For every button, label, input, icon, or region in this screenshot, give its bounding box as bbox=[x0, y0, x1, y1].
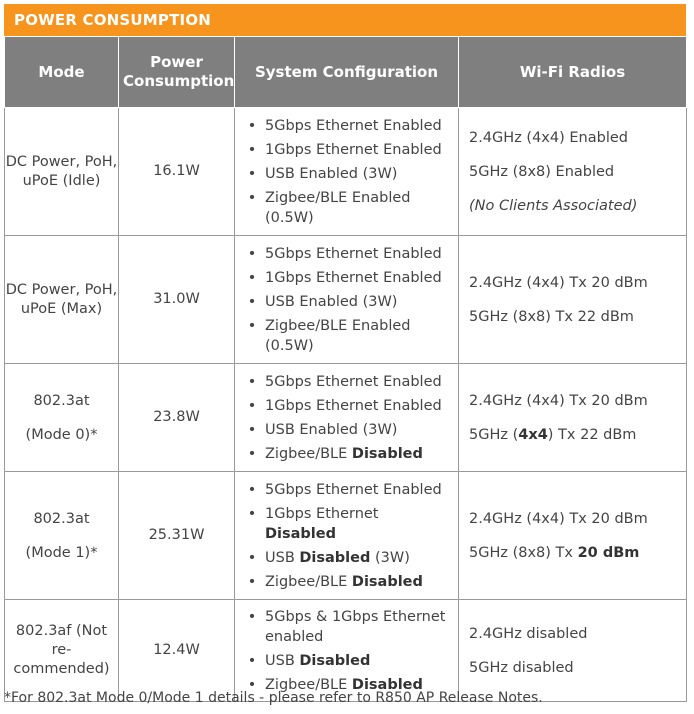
header-mode: Mode bbox=[5, 37, 119, 108]
config-text: 1Gbps Ethernet Enabled bbox=[265, 269, 442, 286]
config-text: 5Gbps Ethernet Enabled bbox=[265, 373, 442, 390]
wifi-line: 2.4GHz (4x4) Tx 20 dBm bbox=[469, 274, 648, 291]
wifi-line: 2.4GHz (4x4) Enabled bbox=[469, 129, 628, 146]
config-text: 5Gbps Ethernet Enabled bbox=[265, 117, 442, 134]
config-item bbox=[241, 605, 454, 649]
config-text: Zigbee/BLE bbox=[265, 445, 348, 462]
bullet-icon: • bbox=[247, 481, 257, 498]
config-text: 5Gbps & 1Gbps Ethernet enabled bbox=[265, 608, 446, 645]
mode-cell bbox=[5, 236, 119, 364]
header-wifi: Wi-Fi Radios bbox=[459, 37, 687, 108]
config-text: USB Enabled (3W) bbox=[265, 293, 398, 310]
config-text: 5Gbps Ethernet Enabled bbox=[265, 481, 442, 498]
header-config: System Configuration bbox=[235, 37, 459, 108]
mode-text: 802.3at bbox=[33, 392, 90, 409]
footnote: *For 802.3at Mode 0/Mode 1 details - please refer to R850 AP Release Notes. bbox=[4, 690, 543, 706]
config-item bbox=[241, 314, 454, 358]
table-row bbox=[5, 364, 687, 472]
config-item bbox=[241, 114, 454, 138]
mode-cell bbox=[5, 364, 119, 472]
table-row bbox=[5, 600, 687, 702]
config-item bbox=[241, 394, 454, 418]
config-text: Zigbee/BLE Enabled (0.5W) bbox=[265, 189, 411, 226]
config-text: Zigbee/BLE Enabled (0.5W) bbox=[265, 317, 411, 354]
bullet-icon: • bbox=[247, 652, 257, 669]
config-text: 1Gbps Ethernet Enabled bbox=[265, 397, 442, 414]
config-item bbox=[241, 546, 454, 570]
config-cell bbox=[235, 472, 459, 600]
disabled-text: Disabled bbox=[299, 549, 371, 566]
mode-cell bbox=[5, 108, 119, 236]
config-cell bbox=[235, 364, 459, 472]
wifi-text: ) Tx 22 dBm bbox=[547, 426, 637, 443]
wifi-cell bbox=[459, 472, 687, 600]
config-item bbox=[241, 478, 454, 502]
bullet-icon: • bbox=[247, 608, 257, 625]
power-cell: 25.31W bbox=[119, 472, 235, 600]
power-cell: 16.1W bbox=[119, 108, 235, 236]
config-cell bbox=[235, 108, 459, 236]
mode-cell bbox=[5, 600, 119, 702]
bullet-icon: • bbox=[247, 245, 257, 262]
config-item bbox=[241, 502, 454, 546]
table-row bbox=[5, 108, 687, 236]
config-cell bbox=[235, 236, 459, 364]
wifi-line bbox=[469, 536, 686, 570]
wifi-text: 5GHz (8x8) Tx bbox=[469, 544, 573, 561]
mode-text: (Mode 1)* bbox=[25, 544, 98, 561]
bullet-icon: • bbox=[247, 141, 257, 158]
config-item bbox=[241, 370, 454, 394]
mode-text: 802.3af (Not re-commended) bbox=[13, 623, 110, 677]
bullet-icon: • bbox=[247, 676, 257, 693]
power-table bbox=[4, 36, 687, 702]
config-text: 1Gbps Ethernet Enabled bbox=[265, 141, 442, 158]
bullet-icon: • bbox=[247, 573, 257, 590]
config-text: Zigbee/BLE bbox=[265, 676, 348, 693]
power-cell: 31.0W bbox=[119, 236, 235, 364]
wifi-line: 2.4GHz (4x4) Tx 20 dBm bbox=[469, 392, 648, 409]
bullet-icon: • bbox=[247, 397, 257, 414]
config-text: 5Gbps Ethernet Enabled bbox=[265, 245, 442, 262]
table-row bbox=[5, 236, 687, 364]
wifi-cell bbox=[459, 108, 687, 236]
config-item bbox=[241, 186, 454, 230]
header-power: Power Consumption bbox=[119, 37, 235, 108]
wifi-line: 5GHz disabled bbox=[469, 659, 574, 676]
power-cell: 12.4W bbox=[119, 600, 235, 702]
config-text: 1Gbps Ethernet bbox=[265, 505, 379, 522]
wifi-line bbox=[469, 418, 686, 452]
config-item bbox=[241, 266, 454, 290]
table-row bbox=[5, 472, 687, 600]
wifi-text: 5GHz ( bbox=[469, 426, 519, 443]
disabled-text: Disabled bbox=[351, 573, 423, 590]
config-text: (3W) bbox=[374, 549, 410, 566]
bullet-icon: • bbox=[247, 189, 257, 206]
bullet-icon: • bbox=[247, 549, 257, 566]
bullet-icon: • bbox=[247, 445, 257, 462]
wifi-cell bbox=[459, 364, 687, 472]
config-item bbox=[241, 649, 454, 673]
wifi-line: (No Clients Associated) bbox=[469, 197, 638, 214]
disabled-text: Disabled bbox=[351, 445, 423, 462]
config-text: USB Enabled (3W) bbox=[265, 165, 398, 182]
config-item bbox=[241, 570, 454, 594]
power-cell: 23.8W bbox=[119, 364, 235, 472]
wifi-line: 5GHz (8x8) Tx 22 dBm bbox=[469, 308, 634, 325]
bullet-icon: • bbox=[247, 317, 257, 334]
config-text: USB bbox=[265, 652, 295, 669]
bullet-icon: • bbox=[247, 269, 257, 286]
mode-text: 802.3at bbox=[33, 510, 90, 527]
config-text: USB bbox=[265, 549, 295, 566]
header-row bbox=[5, 37, 687, 108]
config-item bbox=[241, 162, 454, 186]
wifi-line: 5GHz (8x8) Enabled bbox=[469, 163, 615, 180]
config-item bbox=[241, 242, 454, 266]
config-item bbox=[241, 442, 454, 466]
disabled-text: Disabled bbox=[265, 525, 336, 542]
mode-text: DC Power, PoH, uPoE (Idle) bbox=[5, 153, 118, 189]
config-cell bbox=[235, 600, 459, 702]
mode-cell bbox=[5, 472, 119, 600]
disabled-text: Disabled bbox=[299, 652, 371, 669]
wifi-bold-text: 20 dBm bbox=[577, 544, 640, 561]
disabled-text: Disabled bbox=[351, 676, 423, 693]
wifi-cell bbox=[459, 600, 687, 702]
bullet-icon: • bbox=[247, 421, 257, 438]
bullet-icon: • bbox=[247, 373, 257, 390]
bullet-icon: • bbox=[247, 165, 257, 182]
config-text: USB Enabled (3W) bbox=[265, 421, 398, 438]
power-consumption-panel bbox=[4, 4, 686, 702]
mode-text: DC Power, PoH, uPoE (Max) bbox=[5, 281, 118, 317]
bullet-icon: • bbox=[247, 293, 257, 310]
bullet-icon: • bbox=[247, 505, 257, 522]
mode-text: (Mode 0)* bbox=[25, 426, 98, 443]
config-text: Zigbee/BLE bbox=[265, 573, 348, 590]
wifi-line: 2.4GHz disabled bbox=[469, 625, 588, 642]
wifi-bold-text: 4x4 bbox=[518, 426, 548, 443]
config-item bbox=[241, 138, 454, 162]
config-item bbox=[241, 418, 454, 442]
wifi-cell bbox=[459, 236, 687, 364]
config-item bbox=[241, 290, 454, 314]
bullet-icon: • bbox=[247, 117, 257, 134]
section-title: POWER CONSUMPTION bbox=[4, 4, 686, 36]
wifi-line: 2.4GHz (4x4) Tx 20 dBm bbox=[469, 510, 648, 527]
